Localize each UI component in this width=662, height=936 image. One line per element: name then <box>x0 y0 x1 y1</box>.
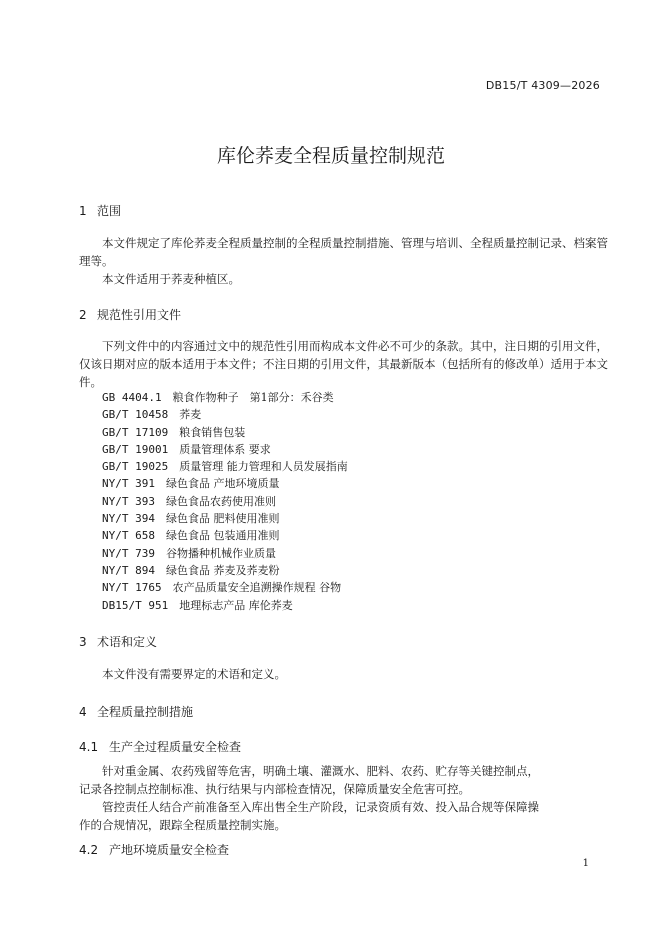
reference-item <box>102 458 348 475</box>
subsection-title: 生产全过程质量安全检查 <box>109 740 242 754</box>
reference-item <box>102 579 348 596</box>
subsection-number: 4.1 <box>79 740 99 754</box>
reference-item <box>102 406 348 423</box>
reference-item <box>102 475 348 492</box>
reference-code: NY/T 391 <box>102 477 155 491</box>
section-2-body <box>79 337 609 391</box>
subsection-4-2-heading <box>79 841 229 858</box>
reference-title: 绿色食品农药使用准则 <box>165 494 276 508</box>
section-title: 全程质量控制措施 <box>97 705 194 719</box>
paragraph: 管控责任人结合产前准备至入库出售全生产阶段，记录资质有效、投入品合规等保障操作的合规情况，跟踪全程质量控制实施。 <box>79 800 539 832</box>
subsection-title: 产地环境质量安全检查 <box>109 843 230 857</box>
reference-title: 农产品质量安全追溯操作规程 谷物 <box>172 581 342 595</box>
reference-item <box>102 389 348 406</box>
reference-item <box>102 510 348 527</box>
reference-code: NY/T 394 <box>102 512 155 526</box>
paragraph: 本文件适用于荞麦种植区。 <box>102 272 240 286</box>
reference-title: 绿色食品 肥料使用准则 <box>165 512 280 526</box>
section-title: 术语和定义 <box>97 635 158 649</box>
reference-title: 质量管理体系 要求 <box>179 442 271 456</box>
reference-title: 绿色食品 包装通用准则 <box>165 529 280 543</box>
page-number: 1 <box>582 858 589 869</box>
section-1-body <box>79 234 609 288</box>
section-1-heading <box>79 202 121 219</box>
reference-title: 荞麦 <box>179 408 202 422</box>
paragraph: 本文件没有需要界定的术语和定义。 <box>102 667 286 681</box>
reference-item <box>102 545 348 562</box>
reference-item <box>102 441 348 458</box>
reference-code: GB/T 17109 <box>102 425 169 439</box>
reference-code: DB15/T 951 <box>102 598 169 612</box>
section-3-heading <box>79 633 157 650</box>
reference-list <box>102 389 348 614</box>
page-title: 库伦荞麦全程质量控制规范 <box>216 145 445 167</box>
reference-code: NY/T 658 <box>102 529 155 543</box>
reference-code: GB 4404.1 <box>102 391 162 404</box>
section-number: 4 <box>79 705 87 719</box>
section-number: 1 <box>79 204 87 218</box>
reference-item <box>102 424 348 441</box>
reference-code: NY/T 393 <box>102 494 155 508</box>
subsection-4-1-heading <box>79 738 241 755</box>
reference-title: 地理标志产品 库伦荞麦 <box>179 598 293 612</box>
reference-code: NY/T 1765 <box>102 581 162 595</box>
reference-title: 粮食销售包装 <box>179 425 246 439</box>
reference-code: NY/T 739 <box>102 546 155 560</box>
section-number: 3 <box>79 635 87 649</box>
reference-item <box>102 597 348 614</box>
reference-code: NY/T 894 <box>102 563 155 577</box>
subsection-4-1-body <box>79 762 549 834</box>
paragraph: 下列文件中的内容通过文中的规范性引用而构成本文件必不可少的条款。其中，注日期的引用文件，仅该日期对应的版本适用于本文件；不注日期的引用文件，其最新版本（包括所有的修改单）适用于本文件。 <box>79 339 608 389</box>
section-title: 规范性引用文件 <box>97 308 182 322</box>
section-title: 范围 <box>97 204 122 218</box>
section-2-heading <box>79 306 181 323</box>
subsection-number: 4.2 <box>79 843 99 857</box>
section-3-body <box>79 665 609 683</box>
reference-code: GB/T 10458 <box>102 408 169 422</box>
reference-code: GB/T 19001 <box>102 442 169 456</box>
reference-code: GB/T 19025 <box>102 460 169 474</box>
document-code: DB15/T 4309—2026 <box>485 79 600 92</box>
reference-item <box>102 527 348 544</box>
reference-title: 粮食作物种子 第1部分：禾谷类 <box>172 391 334 404</box>
reference-title: 绿色食品 荞麦及荞麦粉 <box>165 563 280 577</box>
section-4-heading <box>79 703 193 720</box>
section-number: 2 <box>79 308 87 322</box>
reference-title: 绿色食品 产地环境质量 <box>165 477 280 491</box>
reference-item <box>102 562 348 579</box>
reference-item <box>102 493 348 510</box>
paragraph: 本文件规定了库伦荞麦全程质量控制的全程质量控制措施、管理与培训、全程质量控制记录、档案管理等。 <box>79 236 608 268</box>
reference-title: 谷物播种机械作业质量 <box>165 546 276 560</box>
reference-title: 质量管理 能力管理和人员发展指南 <box>179 460 348 474</box>
paragraph: 针对重金属、农药残留等危害，明确土壤、灌溉水、肥料、农药、贮存等关键控制点，记录各控制点控制标准、执行结果与内部检查情况，保障质量安全危害可控。 <box>79 764 539 796</box>
